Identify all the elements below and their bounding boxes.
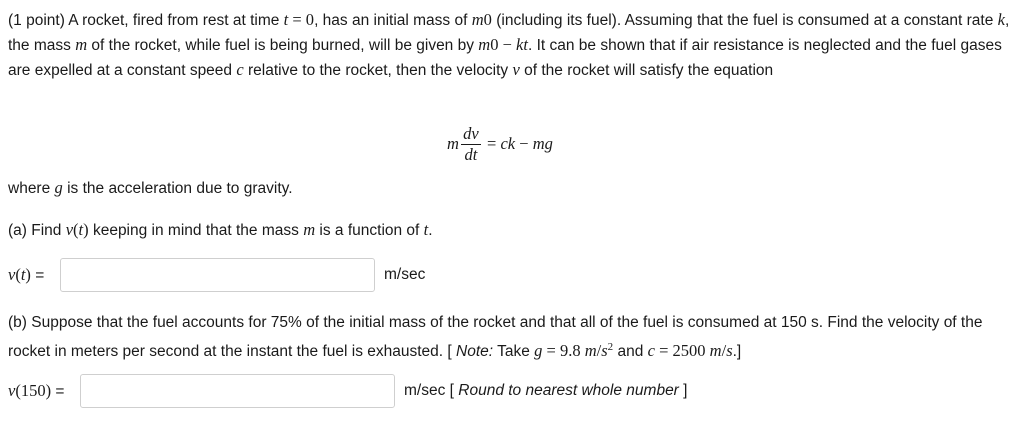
math-expr: (150): [15, 381, 52, 400]
intro-text: (including its fuel). Assuming that the fuel is consumed at a constant rate: [491, 12, 998, 29]
intro-text: . It can be shown that if air resistance is neglected and the fuel gases are expelled at a constant speed: [8, 37, 1002, 79]
math-var: m: [584, 341, 597, 361]
problem-intro: [8, 8, 1013, 83]
math-expr: = 0: [288, 10, 315, 29]
part-b-question: [8, 311, 1013, 364]
math-var: m: [709, 341, 722, 361]
math-expr: ): [25, 265, 31, 284]
intro-text: , has an initial mass of: [314, 12, 472, 29]
math-var: c: [236, 60, 244, 79]
intro-text: relative to the rocket, then the velocity: [243, 62, 513, 79]
part-a-text: .: [428, 222, 433, 239]
intro-text: , the mass: [8, 12, 1010, 54]
math-var: t: [423, 220, 429, 239]
gravity-note: [8, 176, 1013, 201]
where-text: is the acceleration due to gravity.: [62, 180, 293, 197]
math-var: m: [75, 35, 88, 54]
equation-mass: m: [447, 134, 459, 153]
part-b-unit: m/sec: [404, 382, 446, 399]
rocket-equation: [447, 120, 553, 168]
math-var: v: [512, 60, 520, 79]
part-b-answer-row: [8, 374, 687, 408]
where-text: where: [8, 180, 55, 197]
equals-text: =: [30, 267, 45, 284]
math-var: s: [601, 341, 608, 361]
part-a-answer-label: [8, 265, 60, 285]
math-var: k: [997, 10, 1005, 29]
intro-text: of the rocket will satisfy the equation: [519, 62, 774, 79]
final-velocity-input[interactable]: [80, 374, 395, 408]
math-expr: 0: [483, 10, 492, 29]
intro-text: of the rocket, while fuel is being burned, will be given by: [87, 37, 479, 54]
minus-sign: −: [515, 134, 533, 153]
equation-term: ck: [500, 134, 516, 153]
velocity-function-input[interactable]: [60, 258, 375, 292]
math-var: t: [78, 220, 84, 239]
part-b-text: (b) Suppose that the fuel accounts for 75% of the initial mass of the rocket and that all of the fuel is consumed at 150 s. Find the velocity of the rocket in meters per second at the instant the fuel is exhausted. [: [8, 314, 983, 361]
math-var: g: [54, 178, 63, 197]
part-a-text: is a function of: [315, 222, 424, 239]
part-b-answer-label: [8, 381, 80, 401]
math-var: v: [8, 265, 16, 284]
derivative-fraction: [461, 125, 481, 164]
part-a-text: (a) Find: [8, 222, 66, 239]
part-b-unit-hint: [404, 382, 687, 400]
fraction-numerator: dv: [463, 123, 479, 143]
math-var: s: [726, 341, 733, 361]
math-var: t: [283, 10, 289, 29]
intro-text: (1 point) A rocket, fired from rest at time: [8, 12, 284, 29]
note-label: Note:: [456, 343, 494, 361]
equation-term: mg: [532, 134, 553, 153]
math-expr: = 2500: [654, 341, 710, 361]
part-b-text: Take: [493, 343, 535, 361]
fraction-denominator: dt: [464, 144, 478, 164]
part-a-question: [8, 218, 1013, 243]
math-expr: ): [83, 220, 89, 239]
math-expr: (: [15, 265, 21, 284]
math-expr: = 9.8: [542, 341, 585, 361]
equals-text: =: [51, 383, 65, 400]
exponent: 2: [607, 341, 614, 353]
part-a-text: keeping in mind that the mass: [88, 222, 304, 239]
hint-bracket: [: [445, 382, 459, 399]
part-a-unit: m/sec: [384, 266, 426, 283]
rounding-hint: Round to nearest whole number: [458, 382, 679, 399]
math-var: v: [65, 220, 74, 239]
part-a-answer-row: [8, 258, 425, 292]
math-expr: /: [596, 341, 602, 361]
math-expr: 0 −: [490, 35, 517, 54]
hint-bracket: ]: [678, 382, 688, 399]
part-b-text: .]: [732, 343, 742, 361]
part-b-text: and: [613, 343, 648, 361]
equals-sign: =: [482, 134, 501, 153]
math-var: c: [647, 341, 655, 361]
math-var: kt: [516, 35, 528, 54]
math-var: t: [20, 265, 26, 284]
math-var: m: [478, 35, 491, 54]
math-var: m: [303, 220, 316, 239]
math-var: g: [534, 341, 543, 361]
math-var: v: [8, 381, 16, 400]
math-var: m: [471, 10, 484, 29]
math-expr: /: [721, 341, 727, 361]
math-expr: (: [73, 220, 79, 239]
